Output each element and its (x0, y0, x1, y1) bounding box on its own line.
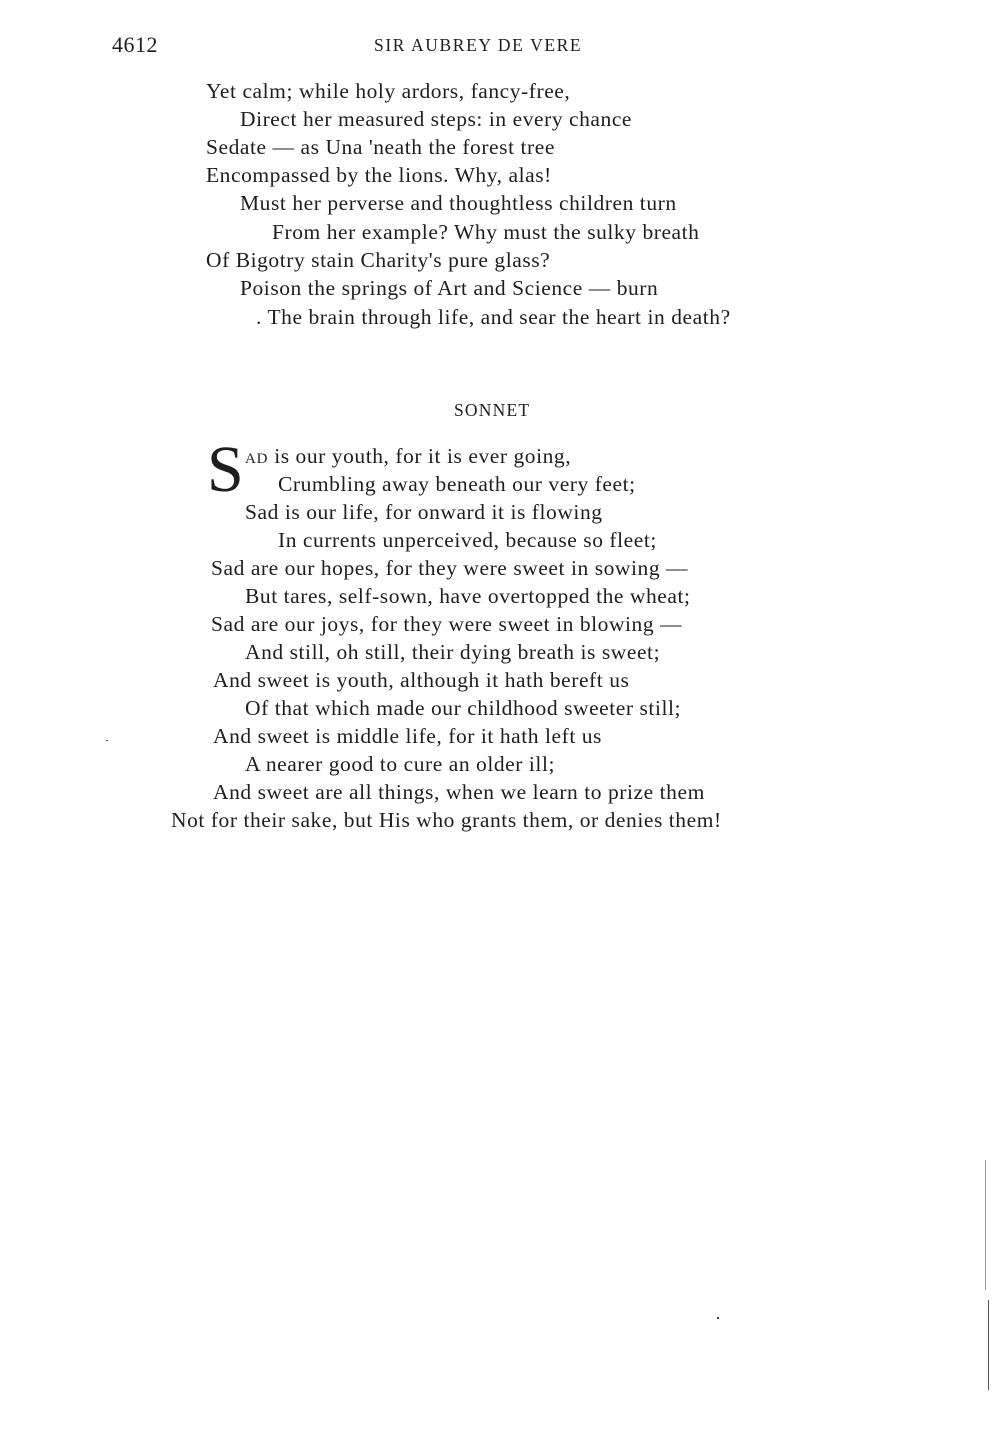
sonnet-line: Not for their sake, but His who grants them, or denies them! (171, 808, 722, 832)
sonnet-line: A nearer good to cure an older ill; (245, 752, 555, 776)
poem-line: Sedate — as Una 'neath the forest tree (206, 135, 555, 159)
sonnet-line: In currents unperceived, because so fleet; (278, 528, 657, 552)
sonnet-line: And still, oh still, their dying breath is sweet; (245, 640, 661, 664)
sonnet-line: And sweet is middle life, for it hath left us (213, 724, 602, 748)
poem-line: From her example? Why must the sulky breath (272, 220, 700, 244)
page-number: 4612 (112, 32, 158, 57)
scan-edge-mark (988, 1300, 989, 1390)
sonnet-line: Of that which made our childhood sweeter still; (245, 696, 682, 720)
drop-cap: S (207, 433, 244, 506)
poem-line: Yet calm; while holy ardors, fancy-free, (206, 79, 571, 103)
sonnet-line: Sad is our life, for onward it is flowing (245, 500, 603, 524)
poem-line: Poison the springs of Art and Science — burn (240, 276, 659, 300)
sonnet-line: And sweet is youth, although it hath bereft us (213, 668, 630, 692)
sonnet-line: Sad are our hopes, for they were sweet in sowing — (211, 556, 689, 580)
poem-line: Must her perverse and thoughtless children turn (240, 191, 677, 215)
sonnet-line: But tares, self-sown, have overtopped the wheat; (245, 584, 691, 608)
running-head: SIR AUBREY DE VERE (374, 35, 583, 55)
poem-line: . The brain through life, and sear the heart in death? (256, 305, 731, 329)
scan-speck (717, 1317, 719, 1319)
poem-line: Of Bigotry stain Charity's pure glass? (206, 248, 551, 272)
sonnet-title: SONNET (454, 400, 531, 420)
scan-edge-mark (985, 1160, 986, 1290)
sonnet-line: Crumbling away beneath our very feet; (278, 472, 636, 496)
scan-speck (106, 740, 108, 741)
sonnet-line: Sad are our joys, for they were sweet in blowing — (211, 612, 683, 636)
first-word-smallcaps: AD (245, 451, 269, 467)
poem-line: Direct her measured steps: in every chance (240, 107, 633, 131)
sonnet-first-line (245, 442, 571, 473)
poem-line: Encompassed by the lions. Why, alas! (206, 163, 552, 187)
sonnet-line: And sweet are all things, when we learn to prize them (213, 780, 705, 804)
first-line-rest: is our youth, for it is ever going, (268, 444, 572, 468)
